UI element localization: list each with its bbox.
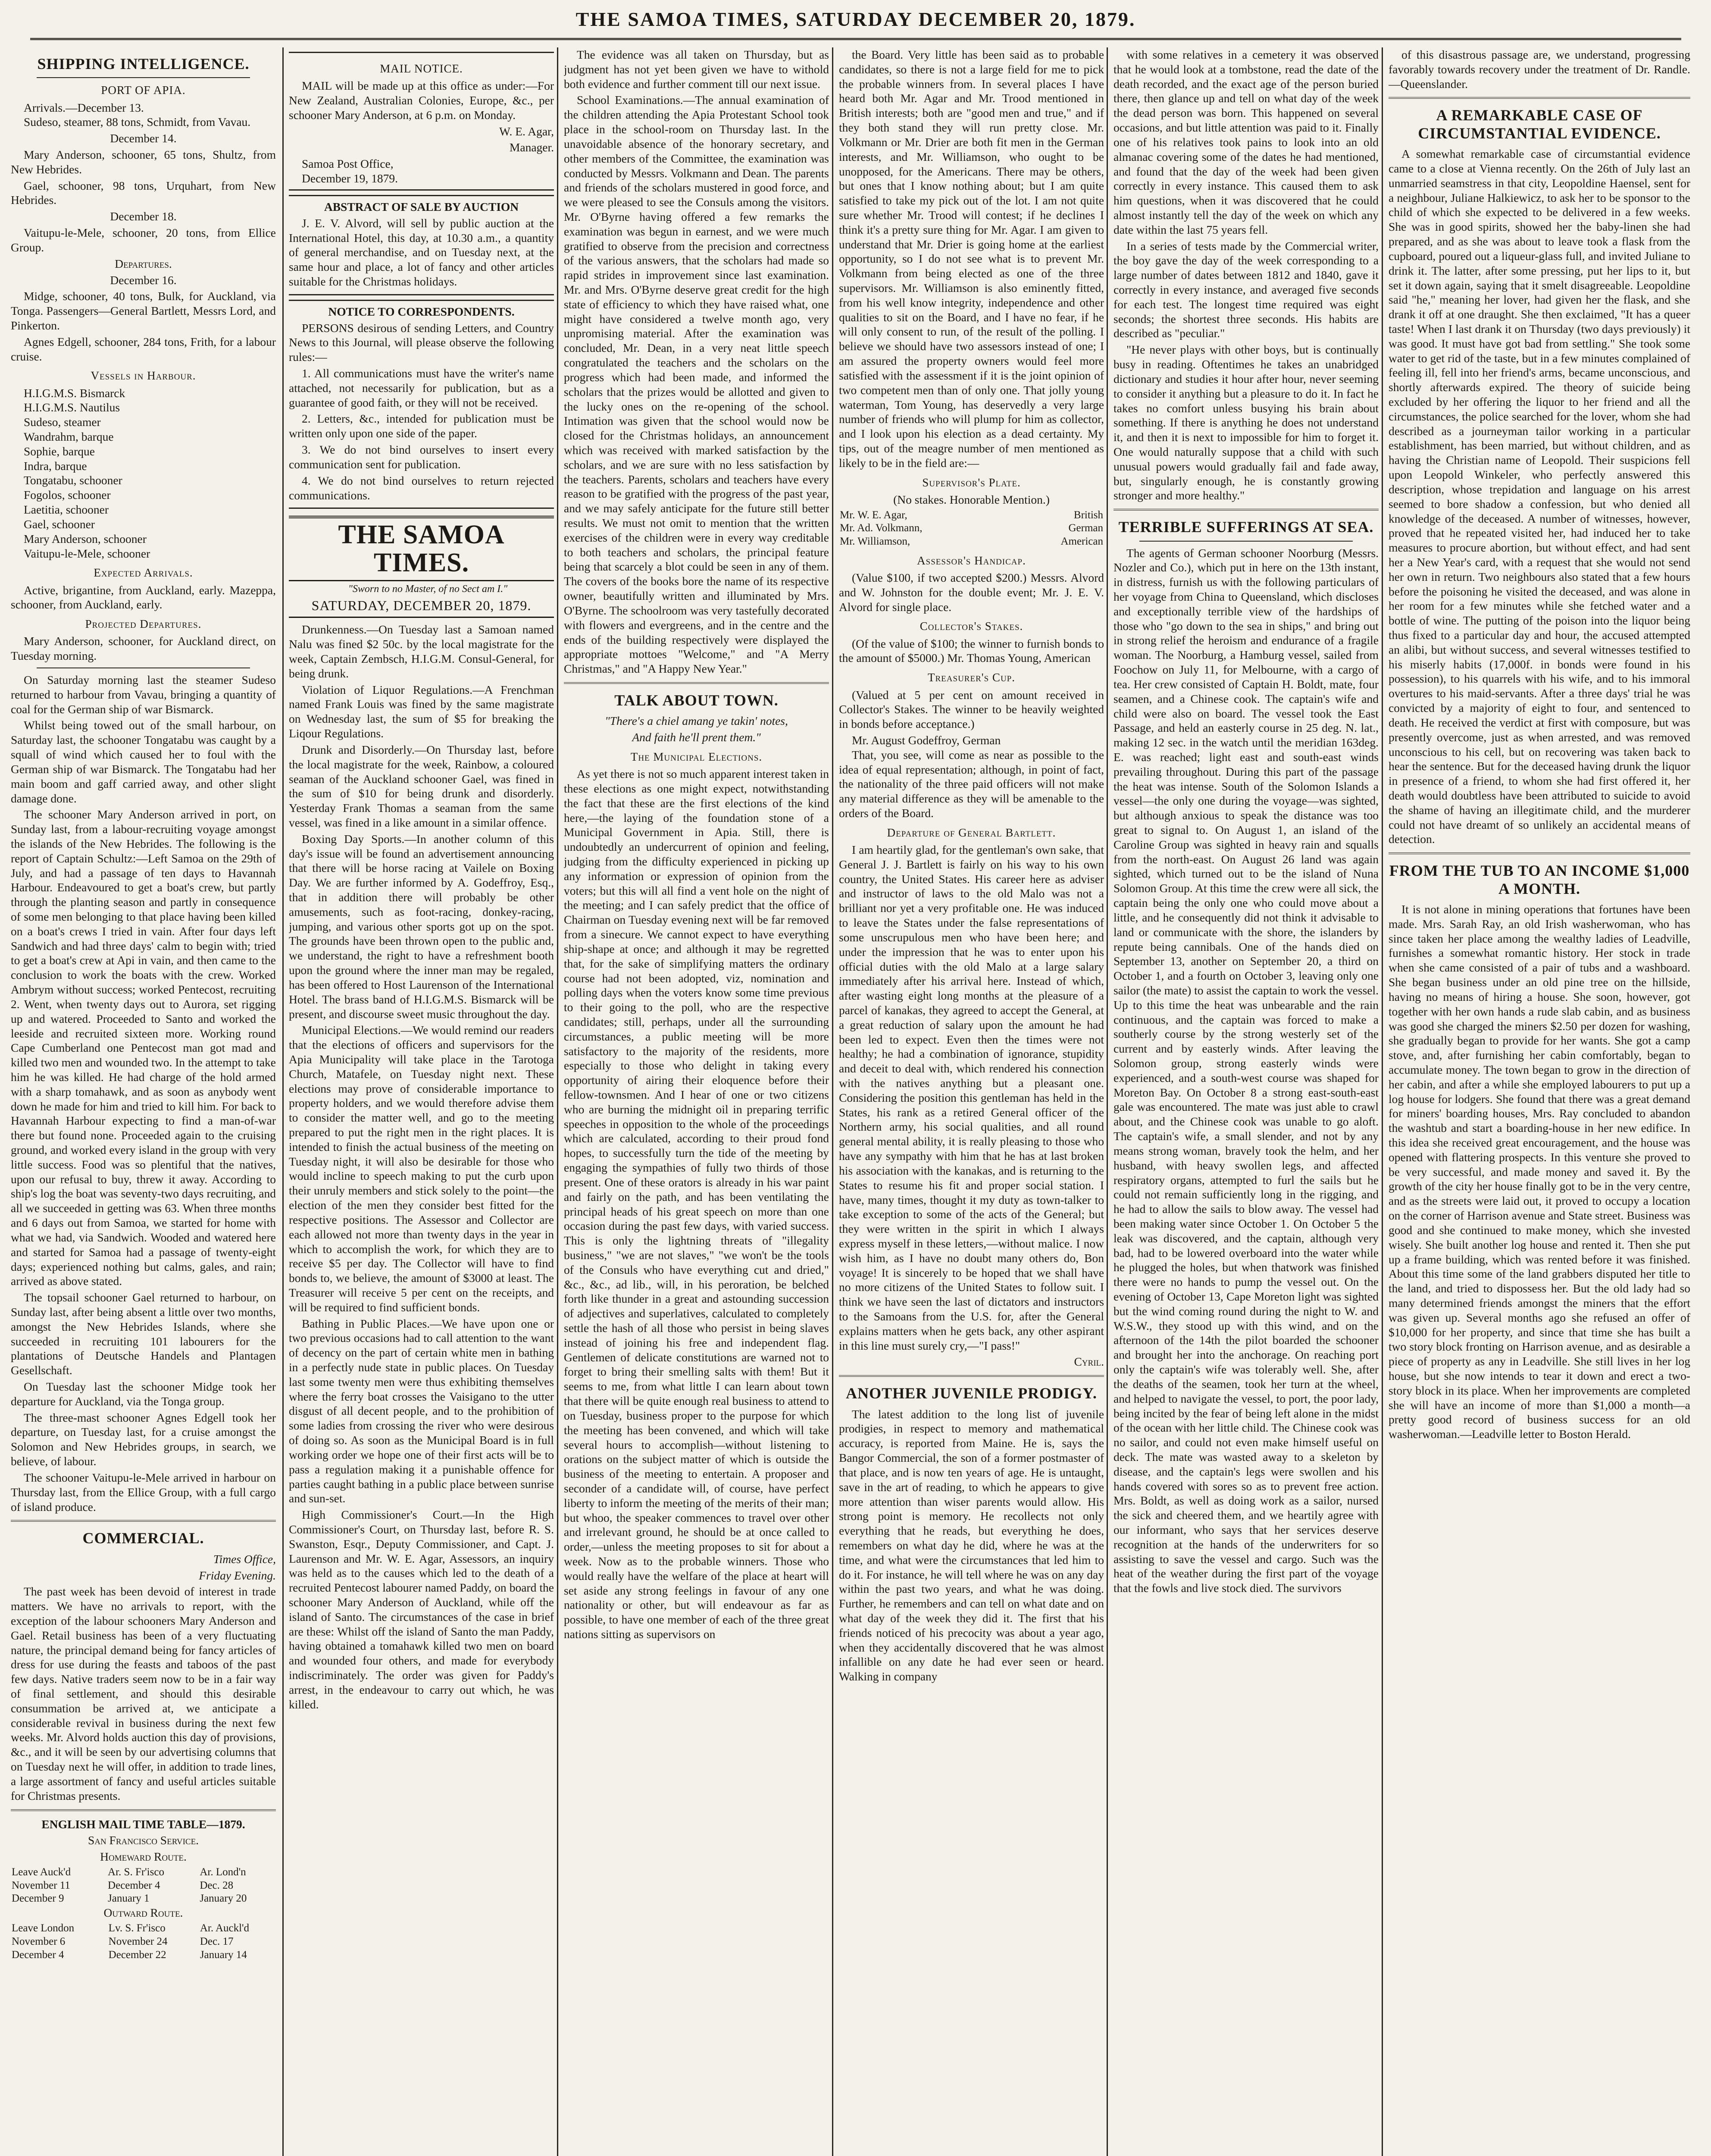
table-cell: January 1: [108, 1893, 150, 1905]
list-item: Mary Anderson, schooner: [24, 532, 147, 545]
notice-rule: 4. We do not bind ourselves to return rejected communications.: [289, 473, 554, 502]
list-item: Sophie, barque: [24, 444, 95, 458]
departures-heading: Departures.: [115, 257, 172, 270]
table-cell: German: [1068, 522, 1103, 534]
departures-line: Midge, schooner, 40 tons, Bulk, for Auckland, via Tonga. Passengers—General Bartlett, Messrs Lord, and Pinkerton.: [11, 289, 276, 332]
prodigy-text: The latest addition to the long list of juvenile prodigies, in respect to memory and mathematical accuracy, is reported from Maine. He is, says the Bangor Commercial, the son of a former postmaster of that place, and is now ten years of age. He is untaught, save in the art of reading, to which he appears to give more attention than wiser parents would allow. His strong point is memory. He recollects not only everything that he reads, but everything he does, remembers on what day he did, where he was at the time, and what were the circumstances that led him to do it. For instance, he will tell where he was on any day within the past two years, and what he was doing. Further, he remembers and can tell on what date and on what day of the week they did it. The first that his friends noticed of his precocity was about a year ago, when they accidentally discovered that he was almost infallible on any date he had ever seen or heard. Walking in company: [839, 1407, 1104, 1683]
table-row: [839, 509, 1104, 522]
list-item: Vaitupu-le-Mele, schooner: [24, 546, 150, 560]
paragraph: The evidence was all taken on Thursday, but as judgment has not yet been given we have to withold both evidence and further comment till our next issue.: [564, 48, 829, 91]
table-header: Lv. S. Fr'isco: [108, 1922, 166, 1934]
mail-notice: [289, 52, 554, 191]
table-row: [839, 522, 1104, 535]
notice-rule: 3. We do not bind ourselves to insert every communication sent for publication.: [289, 443, 554, 471]
tub-text: It is not alone in mining operations that fortunes have been made. Mrs. Sarah Ray, an old Irish washerwoman, who has since taken her place among the wealthy ladies of Leadville, furnishes a somewhat romantic history. Her stock in trade when she came consisted of a pair of tubs and a washboard. She began business under an old pine tree on the hillside, having no means of hiring a house. She soon, however, got together with her own hands a rude slab cabin, and as business was good she charged the miners $2.50 per dozen for washing, she gradually began to provide for her wants. She got a camp stove, and, after furnishing her cabin comfortably, began to accumulate money. The town began to grow in the direction of her cabin, and after a while she employed labourers to put up a log house for lodgers. She found that there was a great demand for miners' boarding houses, Mrs. Ray concluded to abandon the washtub and start a boarding-house in her new edifice. In this idea she received great encouragement, and the house was opened with flattering prospects. In this venture she proved to be very successful, and made money and saved it. By the growth of the city her house finally got to be in the very centre, and as the streets were laid out, it proved to occupy a location on the corner of Harrison avenue and State street. Business was good and she continued to make money, which she invested wisely. She built another log house and rented it. Then she put up a frame building, which was rented before it was finished. About this time some of the land grabbers disputed her title to the land, and tried to dispossess her. But the old lady had so many determined friends amongst the miners that the effort was given up. Several months ago she refused an offer of $10,000 for her property, and since that time she has built a two story block fronting on Harrison avenue, and as desirable a piece of property as any in Leadville. She still lives in her log house, but she now intends to tear it down and erect a two-story block in its place. When her improvements are completed she will have an income of more than $1,000 a month—a pretty good record of business success for an old washerwoman.—Leadville letter to Boston Herald.: [1389, 903, 1690, 1441]
paragraph: Whilst being towed out of the small harbour, on Saturday last, the schooner Tongatabu was caught by a squall of wind which caused her to foul with the German ship of war Bismarck. The Tongatabu had her main boom and gaff carried away, and other slight damage done.: [11, 718, 276, 805]
mail-table-heading: ENGLISH MAIL TIME TABLE—1879.: [41, 1817, 245, 1831]
treasurer-text: (Valued at 5 per cent on amount received in Collector's Stakes. The winner to be heavily weighted in bonds before acceptance.): [839, 688, 1104, 731]
paragraph: The three-mast schooner Agnes Edgell took her departure, on Tuesday last, for a cruise amongst the Solomon and New Hebrides groups, in search, we believe, of labour.: [11, 1410, 276, 1468]
table-cell: December 4: [108, 1879, 160, 1891]
table-header-row: [11, 1866, 276, 1879]
column-6: [1389, 47, 1690, 2156]
treasurer-pick: Mr. August Godeffroy, German: [852, 733, 1001, 747]
column-rule: [1107, 47, 1108, 2156]
paragraph: The schooner Mary Anderson arrived in port, on Sunday last, from a labour-recruiting voyage amongst the islands of the New Hebrides. The following is the report of Captain Schultz:—Left Samoa on the 29th of July, and had a passage of ten days to Havannah Harbour. Endeavoured to get a boat's crew, but partly through the planting season and partly in consequence of some men belonging to that place having been killed on a boat's crews I tried in vain. After four days left Sandwich and had three days' calm to begin with; tried to get a boat's crew at Api in vain, and then came to the conclusion to work the boats with the crew. Worked Ambrym without success; worked Pentecost, recruiting 2. Went, when twenty days out to Aurora, set rigging up and watered. Proceeded to Santo and worked the leeside and recruited sixteen more. Working round Cape Cumberland one Pentecost man got mad and killed two men and wounded two. In the attempt to take him he was killed. He had charge of the hold armed with a sharp tomahawk, and as soon as anybody went down he made for him and tried to kill him. For back to Havannah Harbour expecting to find a man-of-war there but found none. Proceeded again to the cruising ground, and worked every island in the group with very little success. Food was so plentiful that the natives, upon our refusal to buy, threw it away. According to ship's log the boat was seventy-two days recruiting, and all we succeeded in getting was 63. When three months and 6 days out from Samoa, we started for home with what we had, via Sandwich. Wooded and watered here and started for Samoa had a passage of twenty-eight days; experienced nothing but calms, gales, and rain; arrived as above stated.: [11, 808, 276, 1288]
commercial-text: The past week has been devoid of interest in trade matters. We have no arrivals to report, with the exception of the labour schooners Mary Anderson and Gael. Retail business has been of a very fluctuating nature, the principal demand being for fancy articles of dress for use during the feasts and taboos of the past few days. Native traders seem now to be in a fair way of final settlement, and should this desirable consummation be arrived at, we anticipate a considerable revival in business during the next few weeks. Mr. Alvord holds auction this day of provisions, &c., and it will be seen by our advertising columns that on Tuesday next he will offer, in addition to trade lines, a large assortment of fancy and useful articles suitable for Christmas presents.: [11, 1585, 276, 1802]
page-header: [30, 8, 1681, 40]
column-rule: [282, 47, 284, 2156]
plate-note: (No stakes. Honorable Mention.): [893, 492, 1050, 506]
arrivals-line: Gael, schooner, 98 tons, Urquhart, from New Hebrides.: [11, 179, 276, 207]
list-item: Sudeso, steamer: [24, 415, 101, 429]
page-header-title: THE SAMOA TIMES, SATURDAY DECEMBER 20, 1879.: [576, 8, 1136, 30]
table-header: Leave Auck'd: [12, 1866, 71, 1878]
table-cell: November 24: [108, 1935, 168, 1947]
notice-intro: PERSONS desirous of sending Letters, and Country News to this Journal, will please observe the following rules:—: [289, 321, 554, 364]
table-cell: Dec. 28: [200, 1879, 234, 1891]
divider: [37, 667, 250, 668]
paper-motto: "Sworn to no Master, of no Sect am I.": [348, 583, 508, 595]
assessor-heading: Assessor's Handicap.: [917, 554, 1026, 567]
arrivals-line: December 18.: [110, 210, 177, 223]
expected-heading: Expected Arrivals.: [94, 566, 193, 580]
abstract-of-sale: [289, 195, 554, 295]
list-item: H.I.G.M.S. Bismarck: [24, 386, 125, 400]
abstract-text: J. E. V. Alvord, will sell by public auction at the International Hotel, this day, at 10.30 a.m., a quantity of general merchandise, and on Tuesday next, at the same hour and place, a lot of fancy and other articles suitable for the Christmas holidays.: [289, 216, 554, 288]
terrible-text: The agents of German schooner Noorburg (Messrs. Nozler and Co.), which put in here on the 13th instant, in distress, furnish us with the following particulars of her voyage from China to Queensland, which discloses and exceptionally terrible view of the hardships of those who "go down to the sea in ships," and bring out in strong relief the heroism and endurance of a fragile woman. The Noorburg, a Hamburg vessel, sailed from Foochow on July 11, for Melbourne, with a cargo of tea. Her crew consisted of Captain H. Boldt, mate, four seamen, and a Chinese cook. The captain's wife and child were also on board. The vessel took the East Passage, and held an easterly course in 25 deg. N. lat., making 12 sec. in the watch until the meridian 163deg. E. was reached; light east and south-east winds prevailing throughout. During this part of the passage the heat was intense. South of the Solomon Islands a vessel—the only one during the voyage—was sighted, but although anxious to speak the distance was too great to signal to. On August 1, an island of the Caroline Group was sighted in heavy rain and squalls from the north-east. On August 26 land was again sighted, which turned out to be the island of Nuna Solomon Group. At this time the crew were all sick, the captain being the only one who could move about a little, and he consequently did not think it advisable to land or communicate with the shore, the islanders by repute being cannibals. One of the hands died on September 13, another on September 20, a third on October 1, and a fourth on October 3, leaving only one sailor (the mate) to assist the captain to work the vessel. Up to this time the heat was unbearable and the rain continuous, and the captain was forced to make a southerly course by the strong westerly set of the current and by easterly winds. After leaving the Solomon group, strong easterly winds were experienced, and a south-west course was shaped for Moreton Bay. On October 8 a strong east-south-east gale was encountered. The mate was just able to crawl about, and the Chinese cook was unable to go aloft. The captain's wife, a small slender, and not by any means strong woman, bravely took the helm, and her husband, with heavy swollen legs, and affected respiratory organs, attempted to furl the sails but he could not remain sufficiently long in the rigging, and he had to allow the sails to blow away. The vessel had been making water since October 1. On October 5 the leak was discovered, and the captain, although very bad, had to be lowered overboard into the water while he plugged the holes, but when thatwork was finished there were no hands to pump the vessel out. On the evening of October 13, Cape Moreton light was sighted but the wind coming round during the night to W. and W.S.W., they stood up with this wind, and on the afternoon of the 14th the pilot boarded the schooner and brought her into the anchorage. On reaching port only the captain's wife was tolerably well. She, after the deaths of the seamen, took her turn at the wheel, and helped to navigate the vessel, to port, the poor lady, being incited by the fear of being left alone in the midst of the ocean with her little child. The Chinese cook was no sailor, and could not even make himself useful on deck. The mate was wasted away to a skeleton by disease, and the captain's legs were swollen and his hands covered with sores so as to prevent free action. Mrs. Boldt, as well as doing work as a sailor, nursed the sick and cheered them, and we heartily agree with our informant, who says that her services deserve recognition at the hands of the underwriters for so assisting to save the vessel and cargo. Such was the heat of the weather during the first part of the voyage that the fowls and live stock died. The survivors: [1114, 546, 1379, 1595]
table-cell: December 9: [12, 1893, 64, 1905]
notice-heading: NOTICE TO CORRESPONDENTS.: [328, 304, 515, 318]
municipal-heading: The Municipal Elections.: [630, 750, 763, 763]
column-rule: [557, 47, 558, 2156]
paragraph: with some relatives in a cemetery it was observed that he would look at a tombstone, read the date of the death recorded, and the exact age of the person buried there, then glance up and tell on what day of the week the dead person was born. This happened on several occasions, and but little attention was paid to it. Finally one of his relatives took pains to look into an old almanac covering some of the dates he had mentioned, and found that the day of the week had been given correctly in every instance. This caused them to ask him questions, when it was discovered that he could almost instantly tell the day of the week on which any date within the last 75 years fell.: [1114, 48, 1379, 236]
paragraph: Drunkenness.—On Tuesday last a Samoan named Nalu was fined $2 50c. by the local magistrate for the week, Captain Zembsch, H.I.G.M. Consul-General, for being drunk.: [289, 623, 554, 680]
bartlett-text: I am heartily glad, for the gentleman's own sake, that General J. J. Bartlett is fairly on his way to his own country, the United States. His career here as adviser and instructor of laws to the old Malo was not a brilliant nor yet a very profitable one. He was induced to leave the States under the false representations of some unscrupulous men who have been here; and under the impression that he was to enter upon his official duties with the old Malo at a large salary immediately after his arrival here. Instead of which, after wasting eight long months at the pleasure of a parcel of kanakas, they agreed to accept the General, at a great reduction of salary upon the amount he had been led to expect. Even then the times were not healthy; he had a combination of ignorance, stupidity and deceit to deal with, which rendered his connection with the natives anything but a pleasant one. Considering the position this gentleman has held in the States, his rank as a retired General officer of the Northern army, his social qualities, and all round general mental ability, it is really pleasing to those who have any sympathy with him that he has at last broken his association with the kanakas, and is returning to the States to resume his fit and proper social station. I have, many times, thought it my duty as town-talker to take exception to some of the acts of the General; but they were written in the spirit in which I always express myself in these letters,—without malice. I now wish him, as I have no doubt many others do, Bon voyage! It is sincerely to be hoped that we shall have no more citizens of the United States to follow suit. I think we have seen the last of dictators and instructors to the Samoans from the U.S. for, after the General explains matters when he gets back, any other aspirant in this line must surely cry,—"I pass!": [839, 843, 1104, 1352]
arrivals-line: Arrivals.—December 13.: [24, 100, 144, 114]
terrible-heading: TERRIBLE SUFFERINGS AT SEA.: [1118, 518, 1374, 536]
divider: [1139, 541, 1353, 542]
paragraph: The schooner Vaitupu-le-Mele arrived in harbour on Thursday last, from the Ellice Group, with a full cargo of island produce.: [11, 1470, 276, 1514]
mail-office: Samoa Post Office,: [302, 157, 394, 171]
paragraph: School Examinations.—The annual examination of the children attending the Apia Protestant School took place in the school-room on Thursday last. In the unavoidable absence of the honorary secretary, and other members of the Committee, the examination was conducted by Messrs. Volkmann and Dean. The parents and friends of the scholars mustered in good force, and we were pleased to see the Consuls among the visitors. Mr. O'Byrne having offered a few remarks the examination was begun in earnest, and we were much gratified to observe from the precision and correctness of the various answers, that the scholars had made so rapid strides in improvement since last examination. Mr. and Mrs. O'Byrne deserve great credit for the high state of efficiency to which they have raised what, one might have considered a twelve month ago, very unpromising material. After the examination was concluded, Mr. Dean, in a very neat little speech congratulated the teachers and the scholars on the progress which had been made, and informed the scholars that the prizes would be allotted and given to the lucky ones on the re-opening of the school. Intimation was given that the school would now be closed for the Christmas holidays, an announcement which was received with marked satisfaction by the scholars, and we are sure with no less satisfaction by the teachers. Parents, scholars and teachers have every reason to be gratified with the progress of the past year, and we may safely anticipate for the future still better results. We must not omit to mention that the written exercises of the children were in every way creditable to both teachers and scholars, the principal feature being that scarcely a blot could be seen in any of them. The covers of the books bore the name of its respective owner, beautifully written and illuminated by Mrs. O'Byrne. The schoolroom was very tastefully decorated with flowers and evergreens, and in the centre and the ends of the building respectively were displayed the appropriate mottoes "Welcome," and "A Merry Christmas," and "A Happy New Year.": [564, 93, 829, 676]
projected-heading: Projected Departures.: [85, 617, 202, 631]
arrivals-line: Mary Anderson, schooner, 65 tons, Shultz, from New Hebrides.: [11, 148, 276, 176]
paper-dateline: SATURDAY, DECEMBER 20, 1879.: [289, 597, 554, 618]
table-cell: December 4: [12, 1949, 64, 1961]
paragraph: On Tuesday last the schooner Midge took her departure for Auckland, via the Tonga group.: [11, 1380, 276, 1408]
paragraph: the Board. Very little has been said as to probable candidates, so there is not a large field for me to pick the probable winners from. In several places I have heard both Mr. Agar and Mr. Trood mentioned in British interests; both are "good men and true," and if they both stand they will run pretty close. Mr. Volkmann or Mr. Drier are both fit men in the German interests, and Mr. Williamson, who ought to be unopposed, for the Americans. There may be others, but ones that I know nothing about; but I am quite satisfied to take my pick out of the lot. I am not quite sure whether Mr. Trood will contest; if he declines I think it's a pretty sure thing for Mr. Agar. I am given to understand that Mr. Drier is going home at the earliest opportunity, so I do not see what is to prevent Mr. Volkmann from being elected as one of the three supervisors. Mr. Williamson is also eminently fitted, from his well know integrity, independence and other qualities to sit on the Board, and I have no fear, if he will only consent to run, of the result of the polling. I believe we should have two assessors instead of one; I am assured the property owners would feel more satisfied with the assessment if it is the joint opinion of two competent men than of only one. That jolly young waterman, Tom Young, has deservedly a very large number of friends who will plump for him as collector, and I look upon his election as a dead certainty. My tips, out of the meagre number of men mentioned as likely to be in the field are:—: [839, 48, 1104, 470]
tub-heading: FROM THE TUB TO AN INCOME $1,000 A MONTH.: [1389, 862, 1690, 897]
remarkable-heading: A REMARKABLE CASE OF CIRCUMSTANTIAL EVIDENCE.: [1418, 107, 1661, 142]
table-header-row: [11, 1922, 276, 1935]
paragraph: of this disastrous passage are, we understand, progressing favorably towards recovery under the treatment of Dr. Randle.—Queenslander.: [1389, 48, 1690, 91]
notice-rule: 2. Letters, &c., intended for publication must be written only upon one side of the paper.: [289, 412, 554, 440]
arrivals-line: Sudeso, steamer, 88 tons, Schmidt, from Vavau.: [24, 115, 251, 129]
table-row: [11, 1892, 276, 1905]
assessor-text: (Value $100, if two accepted $200.) Messrs. Alvord and W. Johnston for the double event; Mr. J. E. V. Alvord for single place.: [839, 571, 1104, 614]
homeward-table: [11, 1866, 276, 1905]
column-rule: [1382, 47, 1383, 2156]
paragraph: In a series of tests made by the Commercial writer, the boy gave the day of the week corresponding to a large number of dates between 1812 and 1840, gave it correctly in every instance, and averaged five seconds for each test. The longest time required was eight seconds; the shortest three seconds. His habits are described as "peculiar.": [1114, 239, 1379, 340]
commercial-office: Times Office,: [213, 1552, 276, 1566]
collector-text: (Of the value of $100; the winner to furnish bonds to the amount of $5000.) Mr. Thomas Young, American: [839, 636, 1104, 665]
mail-sign-title: Manager.: [509, 141, 554, 154]
departures-line: Agnes Edgell, schooner, 284 tons, Frith, for a labour cruise.: [11, 335, 276, 363]
plate-heading: Supervisor's Plate.: [922, 476, 1021, 489]
treasurer-paragraph: That, you see, will come as near as possible to the idea of equal representation; although, in point of fact, the nationality of the three paid officers will not make any material difference as they will be amenable to the orders of the Board.: [839, 748, 1104, 820]
homeward-route: Homeward Route.: [100, 1850, 187, 1864]
table-cell: November 6: [12, 1935, 66, 1947]
column-rule: [832, 47, 833, 2156]
table-cell: Mr. W. E. Agar,: [840, 509, 907, 521]
paragraph: Municipal Elections.—We would remind our readers that the elections of officers and supervisors for the Apia Municipality will take place in the Tarotoga Church, Matafele, on Tuesday night next. These elections may prove of considerable importance to property holders, and we would therefore advise them to consider the matter well, and go to the meeting prepared to put the right men in the right places. It is intended to finish the actual business of the meeting on Tuesday night, it will also be desirable for those who would incline to speech making to put the curb upon their unruly members and stick solely to the point—the election of the men they consider best fitted for the respective positions. The Assessor and Collector are each allowed not more than twenty days in the year in which to accomplish the work, for which they are to receive $5 per day. The Collector will have to find bonds to, we believe, the amount of $3000 at least. The Treasurer will receive 5 per cent on the receipts, and will be required to find sufficient bonds.: [289, 1023, 554, 1314]
verse-line: And faith he'll prent them.": [632, 730, 761, 744]
in-harbour-heading: Vessels in Harbour.: [91, 369, 196, 382]
remarkable-text: A somewhat remarkable case of circumstantial evidence came to a close at Vienna recently. On the 26th of July last an unmarried seamstress in that city, Leopoldine Haensel, sent for a neighbour, Juliane Halkiewicz, to ask her to be sponsor to the child of which she expected to be delivered in a few weeks. She was in good spirits, showed her the baby-linen she had prepared, and as she was about to leave took a flask from the cupboard, poured out a liqueur-glass full, and invited Juliane to drink it. The latter, after some pressing, put her lips to it, but set it down again, saying that it smelt disagreeable. Leopoldine said "he," meaning her lover, had given her the flask, and she drank it off at one draught. She then exclaimed, "It has a queer taste! When I last drank it on Thursday (two days previously) it was good. It must have got bad from settling." She took some water to get rid of the taste, but in a few minutes complained of feeling ill, fell into her friend's arms, became unconscious, and shortly afterwards expired. The theory of suicide being excluded by her offering the liquor to her friend and all the circumstances, the police searched for the lover, whom she had described as a journeyman tailor working in a particular establishment, has been married, but without children, and as having the Christian name of Leopold. Their suspicions fell upon Leopold Winkeler, who perfectly answered this description, whose trepidation and language on his arrest seemed to bore shadow a confession, but who denied all knowledge of the deceased. A number of witnesses, however, proved that he repeated visited her, had induced her to take measures to procure abortion, but without effect, and had sent her a New Year's card, with a request that she would not send her own in return. Two neighbours also stated that a few hours before the poisoning he visited the deceased, and was alone in her room for a few minutes while she fetched water and a bottle of wine. The putting of the poison into the liquor being thus fixed to a particular day and hour, the accused attempted an alibi, but without success, and several witnesses testified to his miserly habits (17,000f. in bonds were found in his possession), to his quarrels with his wife, and to his immoral overtures to his maid-servants. After a three days' trial he was convicted by a majority of eight to four, and sentenced to death. He received the verdict at first with composure, but was presently overcome, just as when arrested, and was removed unconscious to his cell, but on recovering was taken back to hear the sentence. But for the deceased having drunk the liquor in presence of a friend, to whom she had first offered it, her death would doubtless have been attributed to suicide to avoid the shame of having an illegitimate child, and the murderer could not have dreamt of so unlikely an accidental means of detection.: [1389, 147, 1690, 846]
collector-heading: Collector's Stakes.: [920, 620, 1023, 633]
paragraph: High Commissioner's Court.—In the High Commissioner's Court, on Thursday last, before R. S. Swanston, Esqr., Deputy Commissioner, and Capt. J. Laurenson and Mr. W. E. Agar, Assessors, an inquiry was held as to the causes which led to the death of a recruited Pentecost labourer named Paddy, on board the schooner Mary Anderson of Auckland, while off the island of Santo. The circumstances of the case in brief are these: Whilst off the island of Santo the man Paddy, having obtained a tomahawk killed two men on board and wounded four others, and made for everybody indiscriminately. The order was given for Paddy's arrest, in the endeavour to carry out which, he was killed.: [289, 1508, 554, 1711]
divider: [11, 1520, 276, 1522]
column-3: [564, 47, 829, 2156]
divider: [37, 77, 250, 78]
table-row: [11, 1879, 276, 1893]
list-item: Laetitia, schooner: [24, 503, 109, 517]
paragraph: "He never plays with other boys, but is continually busy in reading. Oftentimes he takes an unabridged dictionary and studies it hour after hour, never seeming to consider it anything but a pleasure to do it. In fact he takes no comfort unless busying his brain about something. If there is anything he does not understand it, and then it is next to impossible for him to forget it. One would naturally suppose that a child with such unusual powers would gradually fail and fade away, but, singularly enough, he is constantly growing stronger and more healthy.": [1114, 343, 1379, 502]
table-header: Leave London: [12, 1922, 75, 1934]
list-item: Wandrahm, barque: [24, 430, 114, 444]
notice-rule: 1. All communications must have the writer's name attached, not necessarily for publication, but as a guarantee of good faith, or they will not be received.: [289, 367, 554, 409]
table-row: [11, 1935, 276, 1949]
commercial-heading: COMMERCIAL.: [82, 1529, 204, 1547]
list-item: H.I.G.M.S. Nautilus: [24, 401, 120, 414]
table-header: Ar. Auckl'd: [200, 1922, 250, 1934]
paragraph: Drunk and Disorderly.—On Thursday last, before the local magistrate for the week, Rainbow, a coloured seaman of the Auckland schooner Gael, was fined in the sum of $10 for being drunk and disorderly. Yesterday Frank Thomas a seaman from the same vessel, was fined in a like amount in a similar offence.: [289, 743, 554, 829]
paragraph: Boxing Day Sports.—In another column of this day's issue will be found an advertisement announcing that there will be horse racing at Vailele on Boxing Day. We are further informed by A. Godeffroy, Esq., that in addition there will probably be other amusements, such as foot-racing, donkey-racing, jumping, and various other sports got up on the spot. The grounds have been thrown open to the public and, we understand, the right to have a refreshment booth upon the ground where the inner man may be regaled, has been offered to Host Laurenson of the International Hotel. The brass band of H.I.G.M.S. Bismarck will be present, and discourse sweet music throughout the day.: [289, 832, 554, 1021]
commercial-date: Friday Evening.: [199, 1568, 276, 1582]
abstract-heading: ABSTRACT OF SALE BY AUCTION: [324, 200, 519, 213]
divider: [564, 682, 829, 684]
table-cell: January 20: [200, 1893, 247, 1905]
table-row: [839, 535, 1104, 548]
verse-line: "There's a chiel amang ye takin' notes,: [605, 714, 788, 728]
sf-service: San Francisco Service.: [88, 1833, 199, 1847]
paper-title: THE SAMOA TIMES.: [289, 516, 554, 581]
table-cell: November 11: [12, 1879, 70, 1891]
mail-notice-text: MAIL will be made up at this office as under:—For New Zealand, Australian Colonies, Europe, &c., per schooner Mary Anderson, at 6 p.m. on Monday.: [289, 79, 554, 122]
divider: [839, 1375, 1104, 1377]
list-item: Gael, schooner: [24, 517, 95, 531]
table-header: Ar. S. Fr'isco: [108, 1866, 164, 1878]
prodigy-heading: ANOTHER JUVENILE PRODIGY.: [846, 1385, 1097, 1402]
projected-text: Mary Anderson, schooner, for Auckland direct, on Tuesday morning.: [11, 634, 276, 663]
column-4: [839, 47, 1104, 2156]
table-row: [11, 1949, 276, 1962]
outward-table: [11, 1922, 276, 1962]
list-item: Fogolos, schooner: [24, 488, 111, 502]
divider: [1389, 852, 1690, 854]
outward-route: Outward Route.: [103, 1906, 183, 1920]
departures-line: December 16.: [110, 273, 177, 287]
column-5: [1114, 47, 1379, 2156]
bartlett-signature: Cyril.: [1074, 1355, 1104, 1369]
divider: [1114, 509, 1379, 511]
table-cell: Mr. Ad. Volkmann,: [840, 522, 923, 534]
arrivals-line: Vaitupu-le-Mele, schooner, 20 tons, from Ellice Group.: [11, 226, 276, 254]
paragraph: Bathing in Public Places.—We have upon one or two previous occasions had to call attention to the want of decency on the part of certain white men in bathing in a perfectly nude state in public places. On Tuesday last some twenty men were thus exhibiting themselves where the ferry boat crosses the Vaisigano to the utter disgust of all decent people, and to the prohibition of some ladies from crossing the river who were desirous of doing so. As soon as the Municipal Board is in full working order we hope one of their first acts will be to pass a regulation making it a punishable offence for parties caught bathing in a public place between sunrise and sun-set.: [289, 1316, 554, 1505]
column-1: [11, 47, 276, 2156]
table-cell: British: [1073, 509, 1103, 521]
notice-to-correspondents: [289, 300, 554, 509]
list-item: Tongatabu, schooner: [24, 473, 122, 487]
list-item: Indra, barque: [24, 459, 87, 473]
table-cell: Mr. Williamson,: [840, 536, 910, 548]
table-cell: January 14: [200, 1949, 247, 1961]
table-cell: Dec. 17: [200, 1935, 234, 1947]
mail-sign: W. E. Agar,: [499, 124, 554, 138]
paragraph: As yet there is not so much apparent interest taken in these elections as one might expect, notwithstanding the fact that these are the first elections of the kind here,—the laying of the foundation stone of a Municipal Government in Apia. Still, there is undoubtedly an undercurrent of opinion and feeling, judging from the difficulty experienced in picking up any information or expression of opinion from the voters; but this will all find a vent hole on the night of the meeting; and I can safely predict that the office of Chairman on Tuesday evening next will be far removed from a sinecure. We cannot expect to have everything ship-shape at once; and although it may be regretted that, for the sake of simplifying matters the ordinary course had not been adopted, viz, nomination and polling days when the voters know some time previous to their going to the poll, who are the respective candidates; still, perhaps, under all the surrounding circumstances, a public meeting will be more satisfactory to the majority of the residents, more especially to those who delight in taking every opportunity of airing their eloquence before their fellow-townsmen. And I hear of one or two citizens who are burning the midnight oil in preparing terrific speeches in opposition to the whole of the proceedings which are calculated, according to their proud fond hopes, to successfully turn the tide of the meeting by engaging the sympathies of fully two thirds of those present. One of these orators is already in his war paint and fairly on the path, and has been ventilating the principal heads of his great speech on more than one occasion during the past few days, with varied success. This is only the lightning threats of "illegality business," "we are not slaves," "we won't be the tools of the Consuls who have everything cut and dried," &c., &c., ad lib., will, in his peroration, be belched forth like thunder in a great and astounding succession of adjectives and superlatives, calculated to completely settle the hash of all those who persist in being slaves instead of joining his free and independent flag. Gentlemen of delicate constitutions are warned not to forget to bring their smelling salts with them! But it seems to me, from what little I can learn about town that there will be quite enough real business to attend to on Tuesday, business proper to the purpose for which the meeting has been convened, and which will take several hours to accomplish—without listening to orations on the subject matter of which is outside the business of the meeting to entertain. A proposer and seconder of a candidate will, of course, have perfect liberty to inform the meeting of the merits of their man; but whoo, the speaker commences to travel over other and irrelevant ground, he should be at once called to order,—unless the meeting proposes to sit for about a week. Now as to the probable winners. Those who would really have the welfare of the place at heart will set aside any strong feelings in favour of any one nationality or other, but will endeavour as far as possible, to have one member of each of the three great nations sitting as supervisors on: [564, 767, 829, 1641]
table-cell: December 22: [108, 1949, 166, 1961]
expected-text: Active, brigantine, from Auckland, early. Mazeppa, schooner, from Auckland, early.: [11, 583, 276, 611]
divider: [1389, 97, 1690, 99]
in-harbour-list: [11, 386, 276, 561]
plate-table: [839, 509, 1104, 548]
treasurer-heading: Treasurer's Cup.: [928, 671, 1015, 684]
table-header: Ar. Lond'n: [200, 1866, 246, 1878]
table-cell: American: [1060, 536, 1103, 548]
arrivals-line: December 14.: [110, 132, 177, 145]
paragraph: On Saturday morning last the steamer Sudeso returned to harbour from Vavau, bringing a quantity of coal for the German ship of war Bismarck.: [11, 673, 276, 716]
talk-heading: TALK ABOUT TOWN.: [614, 691, 779, 709]
mail-date: December 19, 1879.: [302, 172, 398, 185]
column-2: [289, 47, 554, 2156]
bartlett-heading: Departure of General Bartlett.: [887, 826, 1056, 839]
paragraph: Violation of Liquor Regulations.—A Frenchman named Frank Louis was fined by the same magistrate on Wednesday last, the sum of $5 for breaking the Liqour Regulations.: [289, 683, 554, 740]
paragraph: The topsail schooner Gael returned to harbour, on Sunday last, after being absent a little over two months, amongst the New Hebrides Islands, where she succeeded in recruiting 101 labourers for the plantations of Deutsche Handels and Plantagen Gesellschaft.: [11, 1291, 276, 1377]
mail-notice-heading: MAIL NOTICE.: [380, 62, 463, 75]
port-heading: PORT OF APIA.: [101, 84, 186, 97]
shipping-heading: SHIPPING INTELLIGENCE.: [37, 55, 250, 72]
divider: [11, 1809, 276, 1811]
